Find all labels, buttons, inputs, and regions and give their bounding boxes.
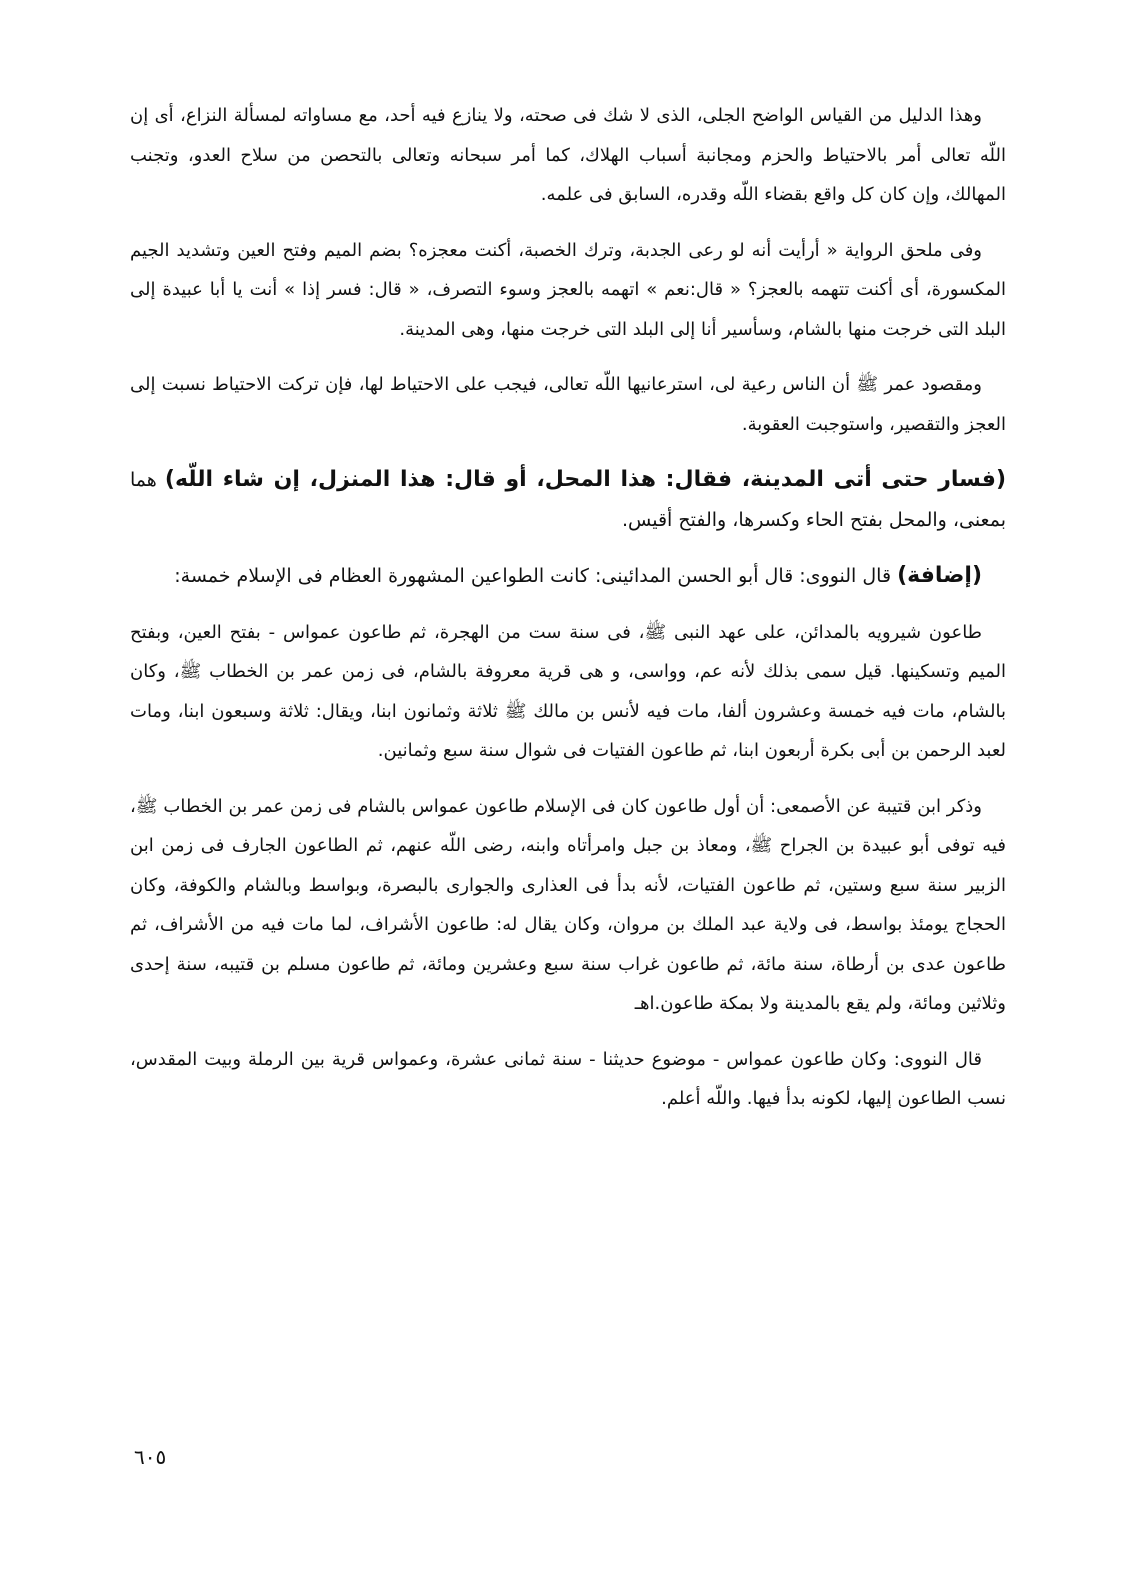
paragraph-3 bbox=[130, 365, 1006, 444]
paragraph-2-text: وفى ملحق الرواية « أرأيت أنه لو رعى الجدبة، وترك الخصبة، أكنت معجزه؟ بضم الميم وفتح العين وتشديد الجيم المكسورة، أى أكنت تتهمه بالعجز؟ « قال:نعم » اتهمه بالعجز وسوء التصرف، « قال: فسر إذا » أنت يا أبا عبيدة إلى البلد التى خرجت منها بالشام، وسأسير أنا إلى البلد التى خرجت منها، وهى المدينة. bbox=[130, 239, 1006, 340]
paragraph-3-text: ومقصود عمر ﷺ أن الناس رعية لى، استرعانيها اللّه تعالى، فيجب على الاحتياط لها، فإن تركت الاحتياط نسبت إلى العجز والتقصير، واستوجبت العقوبة. bbox=[130, 374, 1006, 435]
paragraph-6-text: طاعون شيرويه بالمدائن، على عهد النبى ﷺ، فى سنة ست من الهجرة، ثم طاعون عمواس - بفتح العين، وبفتح الميم وتسكينها. قيل سمى بذلك لأنه عم، وواسى، و هى قرية معروفة بالشام، فى زمن عمر بن الخطاب ﷺ، وكان بالشام، مات فيه خمسة وعشرون ألفا، مات فيه لأنس بن مالك ﷺ ثلاثة وثمانون ابنا، ويقال: ثلاثة وسبعون ابنا، ومات لعبد الرحمن بن أبى بكرة أربعون ابنا، ثم طاعون الفتيات فى شوال سنة سبع وثمانين. bbox=[130, 621, 1006, 761]
paragraph-5-text: قال النووى: قال أبو الحسن المدائينى: كانت الطواعين المشهورة العظام فى الإسلام خمسة: bbox=[174, 565, 898, 587]
paragraph-4 bbox=[130, 460, 1006, 540]
paragraph-4-text: هما بمعنى، والمحل بفتح الحاء وكسرها، والفتح أقيس. bbox=[130, 469, 1006, 531]
addition-label: (إضافة) bbox=[897, 563, 982, 588]
paragraph-1-text: وهذا الدليل من القياس الواضح الجلى، الذى لا شك فى صحته، ولا ينازع فيه أحد، مع مساواته لمسألة النزاع، أى إن اللّه تعالى أمر بالاحتياط والحزم ومجانبة أسباب الهلاك، كما أمر سبحانه وتعالى بالتحصن من سلاح العدو، وتجنب المهالك، وإن كان كل واقع بقضاء اللّه وقدره، السابق فى علمه. bbox=[130, 105, 1006, 205]
paragraph-8-text: قال النووى: وكان طاعون عمواس - موضوع حديثنا - سنة ثمانى عشرة، وعمواس قرية بين الرملة وبيت المقدس، نسب الطاعون إليها، لكونه بدأ فيها. واللّه أعلم. bbox=[130, 1048, 1006, 1109]
paragraph-7 bbox=[130, 787, 1006, 1024]
page-number: ٦٠٥ bbox=[134, 1445, 167, 1469]
paragraph-8 bbox=[130, 1040, 1006, 1119]
paragraph-1 bbox=[130, 96, 1006, 215]
paragraph-6 bbox=[130, 613, 1006, 771]
paragraph-2 bbox=[130, 231, 1006, 350]
page-body bbox=[130, 96, 1006, 1135]
paragraph-5 bbox=[130, 556, 1006, 597]
hadith-quote: (فسار حتى أتى المدينة، فقال: هذا المحل، أو قال: هذا المنزل، إن شاء اللّه) bbox=[164, 467, 1007, 492]
paragraph-7-text: وذكر ابن قتيبة عن الأصمعى: أن أول طاعون كان فى الإسلام طاعون عمواس بالشام فى زمن عمر بن الخطاب ﷺ، فيه توفى أبو عبيدة بن الجراح ﷺ، ومعاذ بن جبل وامرأتاه وابنه، رضى اللّه عنهم، ثم الطاعون الجارف فى زمن ابن الزبير سنة سبع وستين، ثم طاعون الفتيات، لأنه بدأ فى العذارى والجوارى بالبصرة، وبواسط وبالشام والكوفة، وكان الحجاج يومئذ بواسط، فى ولاية عبد الملك بن مروان، وكان يقال له: طاعون الأشراف، لما مات فيه من الأشراف، ثم طاعون عدى بن أرطاة، سنة مائة، ثم طاعون غراب سنة سبع وعشرين ومائة، ثم طاعون مسلم بن قتيبه، سنة إحدى وثلاثين ومائة، ولم يقع بالمدينة ولا بمكة طاعون.اهـ bbox=[130, 795, 1006, 1014]
